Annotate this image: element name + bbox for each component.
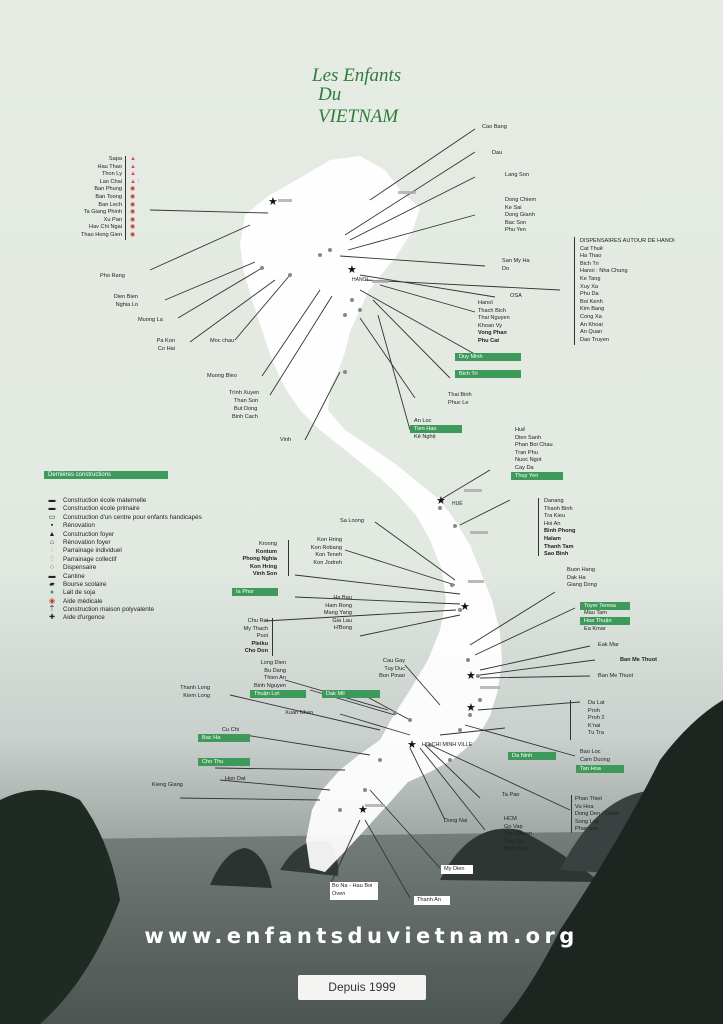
label-binh-cach: Binh Cach <box>232 414 258 420</box>
dispensary-icon: ○ <box>49 564 55 572</box>
badge-hoa-thuan: Hoa Thuận <box>580 617 630 625</box>
badge-bac-ha: Bac Ha <box>198 734 250 742</box>
label-mau-tam: Mau Tam <box>584 610 607 616</box>
label-vinh: Vinh <box>280 437 292 443</box>
hue-group: Huế Dien Sanh Phan Boi Chau Tran Phu Nuoc Ngot Cay Da <box>515 427 553 471</box>
logo <box>312 62 422 127</box>
bracket-line <box>288 540 289 576</box>
label-sa-loong: Sa Loong <box>340 518 364 524</box>
svg-text:★: ★ <box>347 263 357 276</box>
label-ban-me-thuot-2: Ban Me Thuot <box>598 673 634 679</box>
dispensaires-title: DISPENSAIRES AUTOUR DE HANOI <box>580 238 675 244</box>
city-hcm: HO CHI MINH VILLE <box>422 742 473 748</box>
label-ban-me-thuot: Ban Me Thuot <box>620 657 657 663</box>
renovation-icon: ▪ <box>50 522 54 530</box>
badge-duy-minh: Duy Minh <box>455 353 521 361</box>
primary-school-icon: ▬ <box>48 505 56 513</box>
label-hon-dat: Hon Dat <box>225 776 246 782</box>
svg-text:★: ★ <box>436 494 446 507</box>
badge-thuy-yen: Thuy Yen <box>511 472 563 480</box>
label-ea-kmar: Ea Kmar <box>584 626 606 632</box>
place-label: Xu Pan <box>103 216 122 223</box>
label-xuan-nhan: Xuan Nhan <box>285 710 313 716</box>
logo-line2: Du VIETNAM <box>318 84 399 127</box>
buon-hang-group: Buon Hang Dak Ha Giang Dong <box>567 567 597 589</box>
label-co-hai: Co Hai <box>157 346 175 352</box>
label-eak-mar: Eak Mar <box>598 642 619 648</box>
legend-title: Dernières constructions <box>44 471 168 479</box>
home-icon: ▲ <box>48 530 56 538</box>
bracket-line <box>538 498 539 556</box>
label-an-loc: An Loc <box>414 418 432 424</box>
disabled-center-icon: ▭ <box>48 513 56 521</box>
label-nghia-lo: Nghia Lo <box>115 302 138 308</box>
legend: ▬ Construction école maternelle ▬ Construction école primaire ▭ Construction d'un centre pour enfants handicapés ▪ Rénovation ▲ Construction foyer ⌂ Rénovation foyer ⫶ Parrainage individuel ⫶⫶ Parrainage collectif ○ Dispensaire ▬ Cantine ▰ Bourse scolaire ● Lait de soja ◉ Aide médicale ⍑ Construction maison polyvalente ✚ Aide d'urgence <box>46 497 202 623</box>
badge-da-ninh: Da Ninh <box>508 752 556 760</box>
badge-bich-tri: Bich Tri <box>455 370 521 378</box>
badge-cho-thu: Cho Thu <box>198 758 250 766</box>
label-cu-chi: Cu Chi <box>222 727 240 733</box>
label-ta-pao: Ta Pao <box>502 792 520 798</box>
website-url[interactable]: www.enfantsduvietnam.org <box>144 924 579 948</box>
place-label: Sapa <box>108 156 122 162</box>
bracket-line <box>571 795 572 833</box>
label-than-son: Than Son <box>234 398 259 404</box>
north-left-icons: ▲ ▲ ▲ ▲ ⫶ ◉ ◉ ◉ ◉ ◉ ◉ ◉ <box>130 156 140 238</box>
chu-roi-group: Chu Roi My Thach Puoi Pleiku Cho Don <box>243 618 268 655</box>
thanh-long-group: Thanh Long Kiem Long <box>180 685 210 699</box>
emergency-aid-icon: ✚ <box>49 614 55 622</box>
danang-group: Danang Thanh Binh Tra Kieu Hoi An Binh Phong Halam Thanh Tam Sao Binh <box>544 498 576 558</box>
svg-text:★: ★ <box>460 600 470 613</box>
svg-text:★: ★ <box>358 803 368 816</box>
bracket-line <box>574 237 575 345</box>
scholarship-icon: ▰ <box>49 580 55 588</box>
label-moc-chau: Moc chau <box>210 338 235 344</box>
label-but-dong: But Dong <box>234 406 258 412</box>
label-dau: Dau <box>492 150 503 156</box>
place-label: Thao Hong Gien <box>80 231 122 238</box>
label-trinh-xuyen: Trình Xuyen <box>229 390 260 396</box>
cau-gay-group: Cau Gay Tuy Duc Bon Pinao <box>379 658 405 680</box>
phan-thiet-group: Phan Thiet Vu Hoa Dong Den / Dakai Song Luy Phan son <box>575 796 620 833</box>
badge-ia-phor: Ia Phor <box>232 588 278 596</box>
svg-text:★: ★ <box>268 195 278 208</box>
label-thanh-an: Thanh An <box>417 897 441 903</box>
multipurpose-house-icon: ⍑ <box>49 606 55 614</box>
label-ke-nghe: Kẻ Nghệ <box>414 434 436 440</box>
logo-line1: Les Enfants <box>312 65 402 86</box>
kroong-group: Kroong Kontum Phong Nghia Kon Hring Vinh Son <box>242 541 277 578</box>
place-label: Ban Phung <box>94 186 122 193</box>
label-dien-bien: Dien Bien <box>113 294 138 300</box>
place-label: Hav Chi Ngai <box>89 224 122 231</box>
svg-text:★: ★ <box>407 738 417 751</box>
since-badge: Depuis 1999 <box>298 975 426 1000</box>
badge-toyer-teresa: Toyer Teresa <box>580 602 630 610</box>
badge-tien-hao: Tien Hao <box>410 425 462 433</box>
vietnam-outline <box>240 156 502 872</box>
place-label: Ban Toong <box>95 193 122 200</box>
place-label: Thon Ly <box>101 171 122 178</box>
long-dien-group: Long Dien Bu Dang Thien An Binh Nguyen <box>253 660 286 689</box>
label-lang-son: Lang Son <box>505 172 529 178</box>
bracket-line <box>272 618 273 656</box>
label-do: Do <box>502 266 510 272</box>
bao-loc-group: Bao Loc Cam Duong <box>580 749 610 763</box>
home-renovation-icon: ⌂ <box>49 538 55 546</box>
label-muong-bleo: Muong Bleo <box>207 373 237 379</box>
place-label: Ta Giang Phinh <box>83 209 122 216</box>
badge-dak-mil: Dak Mil <box>322 690 380 698</box>
city-hue: HUÉ <box>452 501 463 507</box>
group-sponsor-icon: ⫶⫶ <box>50 555 54 563</box>
hcm-group: HCM Go Vap Phu Nhuan Thu Duc Binh Trieu <box>504 816 532 853</box>
svg-text:★: ★ <box>466 669 476 682</box>
label-my-dien: My Dien <box>444 866 465 872</box>
svg-text:★: ★ <box>466 701 476 714</box>
label-muong-la: Muong La <box>138 317 163 323</box>
place-label: Hau Thao <box>97 163 122 170</box>
kindergarten-icon: ▬ <box>48 497 56 504</box>
north-left-list <box>60 156 122 240</box>
bracket-line <box>570 700 571 740</box>
badge-thuan-loi: Thuận Lợi <box>250 690 306 698</box>
place-label: Ban Lech <box>98 201 122 208</box>
bo-na-group: Bo Na - Hau Boi Oven <box>332 883 373 897</box>
canteen-icon: ▬ <box>48 572 56 580</box>
label-osa: OSA <box>510 293 522 299</box>
label-kieng-giang: Kieng Giang <box>152 782 183 788</box>
soy-milk-icon: ● <box>49 589 55 597</box>
label-san-my-ha: San My Ha <box>502 258 530 264</box>
hanoi-group: Hanoï Thach Bich Thai Nguyen Khoan Vy Vong Phan Phu Cat <box>478 300 510 344</box>
individual-sponsor-icon: ⫶ <box>51 547 53 555</box>
bracket-line <box>125 156 126 240</box>
place-label: Lao Chai <box>99 178 122 185</box>
label-phuc-le: Phuc Le <box>448 400 469 406</box>
kon-group: Kon Hring Kon Robang Kon Teneh Kon Jodreh <box>310 537 342 566</box>
badge-tan-hoa: Tan Hoa <box>576 765 624 773</box>
label-thai-binh: Thai Binh <box>448 392 472 398</box>
medical-aid-icon: ◉ <box>48 597 56 605</box>
dispensaires-list: DISPENSAIRES AUTOUR DE HANOI Cat Thuê Ha Thao Bich Tri Hanoi : Nha Chung Ke Tang Xuy Xa Phu Da Boi Kenh Kim Bang Cong Xa An Khoai An Quan Dao Truyen <box>580 238 675 343</box>
label-dong-nai: Dong Nai <box>444 818 468 824</box>
north-right-group: Dong Chiem Ke Sai Dong Gianh Bac Son Phu Yen <box>505 197 537 234</box>
city-hanoi: HANOI <box>352 277 368 283</box>
label-cao-bang: Cao Bang <box>482 124 507 130</box>
da-lat-group: Da Lat Proh Proh 2 K'nai Tu Tra <box>588 700 605 737</box>
label-pa-kon: Pa Kon <box>156 338 175 344</box>
ha-bau-group: Ha Bau Ham Rong Mang Yang Gia Lau H'Bong <box>323 595 352 632</box>
label-pho-rang: Pho Rang <box>100 273 125 279</box>
